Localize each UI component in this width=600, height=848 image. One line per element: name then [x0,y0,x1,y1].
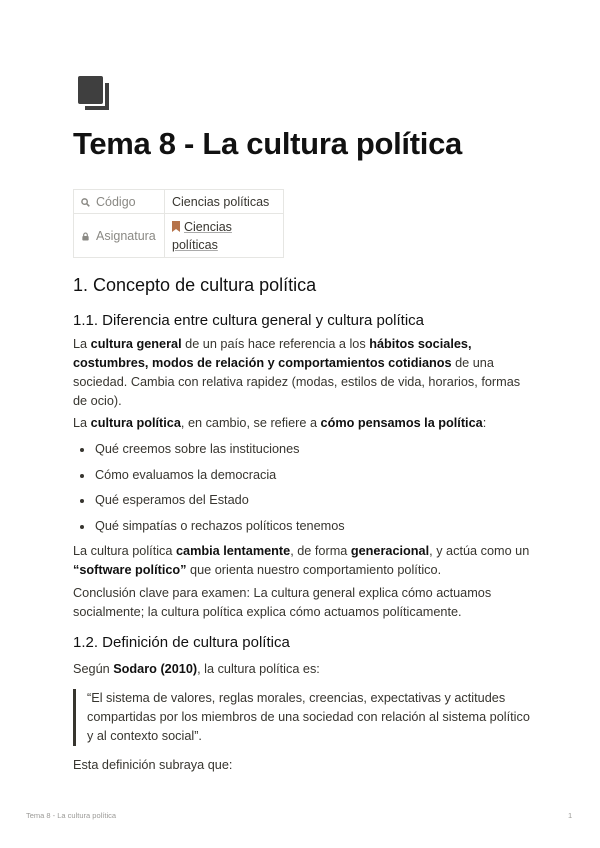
property-key-label: Asignatura [96,228,156,243]
subsection-heading: 1.1. Diferencia entre cultura general y cultura política [73,312,425,329]
lock-icon [81,232,90,241]
paragraph [73,542,533,580]
bold-text: cambia lentamente [175,544,291,558]
text-run: La [73,337,91,351]
text-run: : [482,416,487,430]
bold-text: “software político” [73,563,187,577]
section-heading: 1. Concepto de cultura política [73,275,317,295]
text-run: La cultura política [73,544,176,558]
text-run: Según [73,662,114,676]
text-run: que orienta nuestro comportamiento político. [186,563,442,577]
text-run: de una sociedad. Cambia con relativa rapidez (modas, estilos de vida, horarios, formas de ocio). [73,356,521,408]
bullet-list [73,440,345,542]
bold-text: generacional [350,544,430,558]
book-icon [78,76,112,112]
text-run: de un país hace referencia a los [181,337,370,351]
property-row [74,214,284,258]
subsection-heading: 1.2. Definición de cultura política [73,634,290,651]
property-value: Ciencias políticas [165,190,284,214]
text-run: , de forma [290,544,351,558]
text-run: , en cambio, se refiere a [180,416,321,430]
bold-text: cultura política [90,416,181,430]
paragraph: Esta definición subraya que: [73,758,233,772]
page-title: Tema 8 - La cultura política [73,126,462,161]
list-item: Qué creemos sobre las instituciones [73,440,345,466]
paragraph [73,660,533,679]
property-value[interactable] [165,214,284,258]
property-key [74,190,165,214]
text-run: , y actúa como un [429,544,530,558]
paragraph [73,414,533,433]
search-icon [81,198,90,207]
paragraph: Conclusión clave para examen: La cultura general explica cómo actuamos socialmente; la cultura política explica cómo actuamos políticamente. [73,586,492,619]
properties-table [73,189,284,258]
bold-text: Sodaro (2010) [113,662,198,676]
asignatura-link[interactable]: Ciencias [184,219,232,234]
footer-title: Tema 8 - La cultura política [26,811,117,820]
property-key-label: Código [96,194,136,209]
asignatura-link[interactable]: políticas [172,237,218,252]
block-quote: “El sistema de valores, reglas morales, creencias, expectativas y actitudes compartidas por los miembros de una sociedad con relación al sistema político y al contexto social”. [73,689,532,746]
paragraph [73,335,533,411]
footer-page-number: 1 [568,811,573,820]
bold-text: cultura general [90,337,182,351]
text-run: , la cultura política es: [197,662,320,676]
property-row [74,190,284,214]
list-item: Cómo evaluamos la democracia [73,466,345,492]
bold-text: cómo pensamos la política [320,416,483,430]
list-item: Qué simpatías o rechazos políticos tenemos [73,517,345,543]
list-item: Qué esperamos del Estado [73,491,345,517]
bold-text: hábitos sociales, costumbres, modos de relación y comportamientos cotidianos [73,337,472,370]
property-key [74,214,165,258]
text-run: La [73,416,91,430]
bookmark-icon [172,221,180,232]
